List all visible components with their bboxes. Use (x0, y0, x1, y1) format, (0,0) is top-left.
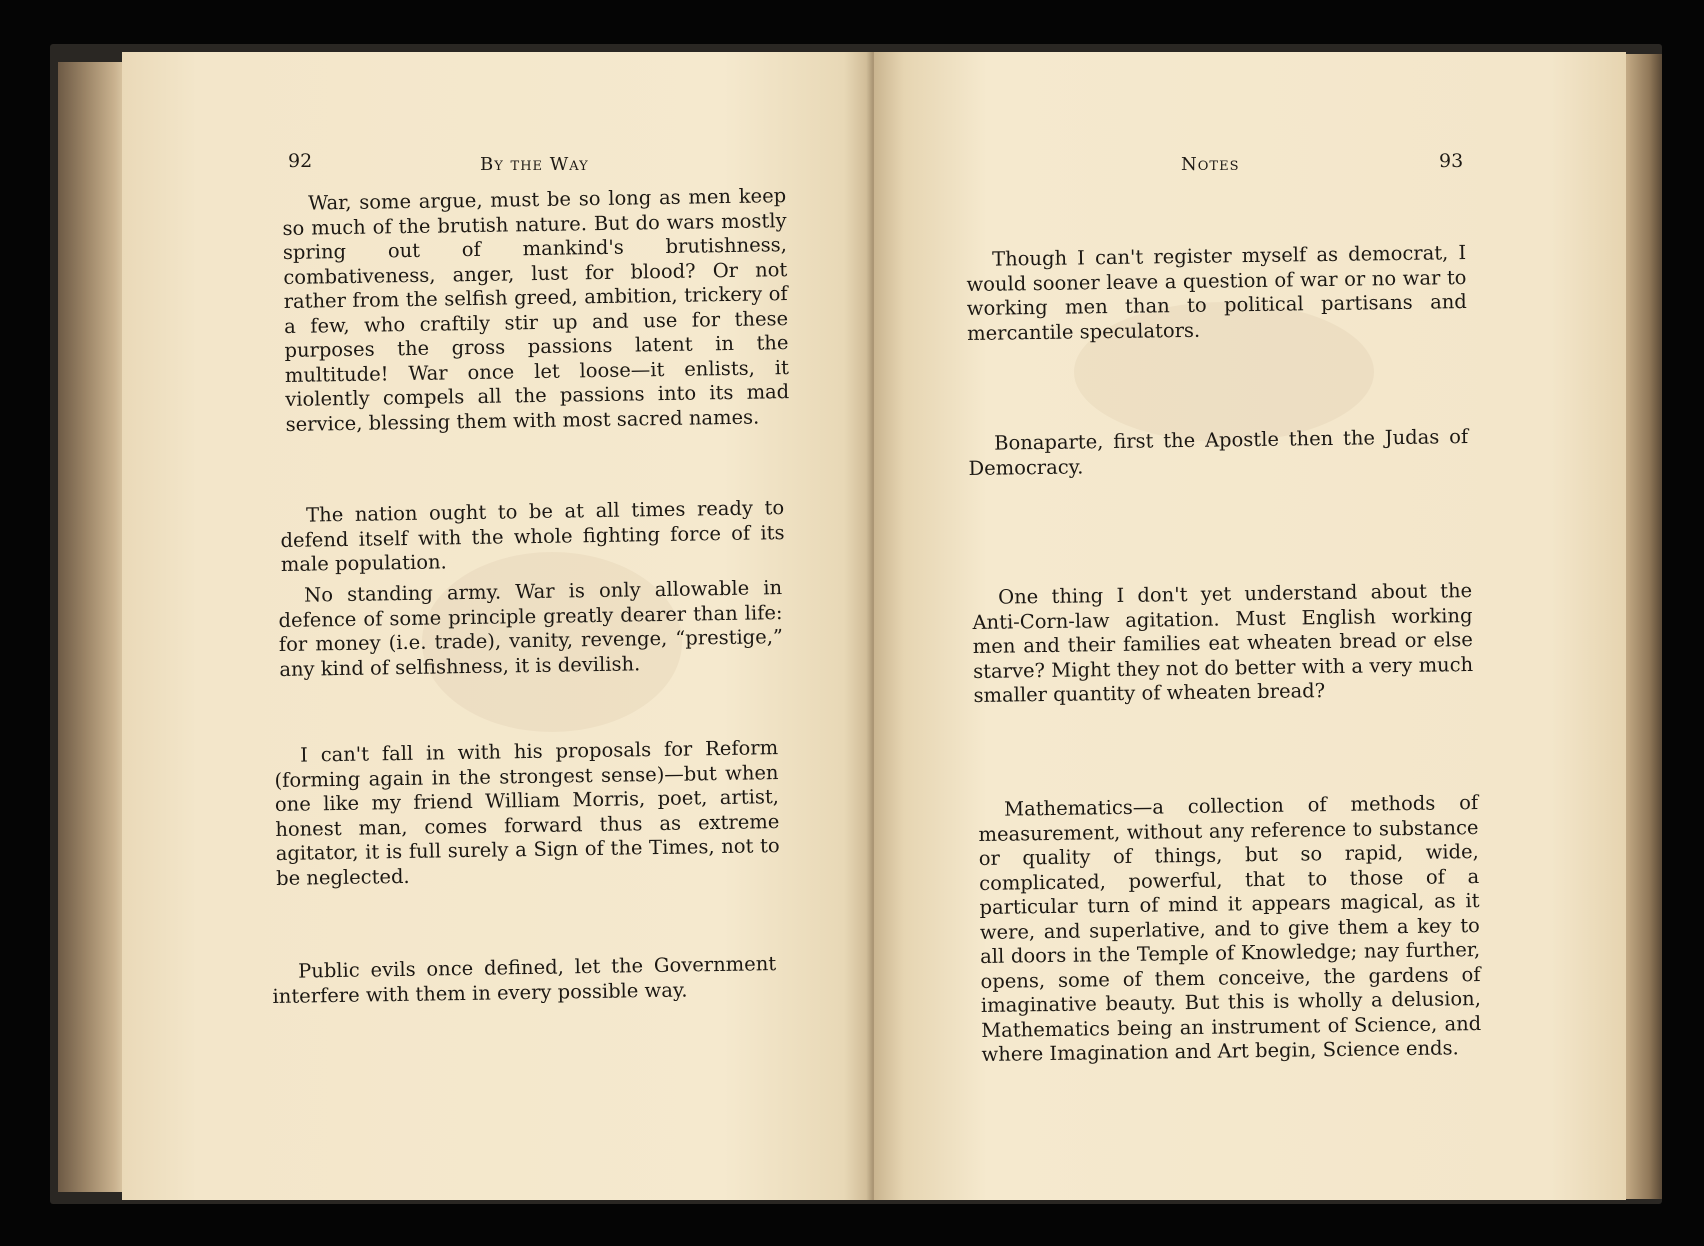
paragraph (978, 791, 1482, 1067)
left-page (122, 52, 874, 1200)
paragraph (282, 184, 790, 437)
paragraph-text: Though I can't register myself as democrat, I would sooner leave a question of war or no war to working men than to political partisans and mercantile speculators. (966, 241, 1467, 345)
right-page (874, 52, 1626, 1200)
paragraph-text: The nation ought to be at all times ready to defend itself with the whole fighting force of its male population. (280, 496, 785, 576)
paragraph (968, 425, 1469, 481)
paragraph-text: No standing army. War is only allowable in defence of some principle greatly dearer than life: for money (i.e. trade), vanity, revenge, “prestige,” any kind of selfishness, it is devilish. (278, 576, 784, 681)
paragraph (272, 952, 777, 1009)
paragraph-text: Public evils once defined, let the Government interfere with them in every possible way. (272, 952, 777, 1008)
page-number: 93 (1439, 150, 1464, 172)
page-number: 92 (288, 150, 313, 172)
running-title: Notes (1181, 154, 1240, 175)
paragraph-text: Mathematics—a collection of methods of measurement, without any reference to substance or quality of things, but so rapid, wide, complicated, powerful, that to those of a particular turn of mind it appears magical, as it were, and superlative, and to give them a key to all doors in the Temple of Knowledge; nay further, opens, some of them conceive, the gardens of imaginative beauty. But this is wholly a delusion, Mathematics being an instrument of Science, and where Imagination and Art begin, Science ends. (978, 791, 1482, 1066)
paragraph-text: War, some argue, must be so long as men keep so much of the brutish nature. But do wars mostly spring out of mankind's brutishness, combativeness, anger, lust for blood? Or not rather from the selfish greed, ambition, trickery of a few, who craftily stir up and use for these purposes the gross passions latent in the multitude! War once let loose—it enlists, it violently compels all the passions into its mad service, blessing them with most sacred names. (282, 184, 790, 436)
paragraph (278, 576, 783, 682)
page-edges-left (58, 62, 128, 1192)
running-title: By the Way (480, 154, 589, 175)
paragraph-text: Bonaparte, first the Apostle then the Judas of Democracy. (968, 425, 1469, 480)
paragraph (280, 496, 785, 577)
paragraph (966, 241, 1467, 346)
paragraph-text: One thing I don't yet understand about the Anti-Corn-law agitation. Must English working men and their families eat wheaten bread or else starve? Might they not do better with a very much smaller quantity of wheaten bread? (972, 579, 1474, 707)
paragraph (972, 579, 1474, 708)
paragraph-text: I can't fall in with his proposals for Reform (forming again in the strongest sense)—but when one like my friend William Morris, poet, artist, honest man, comes forward thus as extreme agitator, it is full surely a Sign of the Times, not to be neglected. (274, 736, 780, 890)
paragraph (274, 736, 780, 891)
